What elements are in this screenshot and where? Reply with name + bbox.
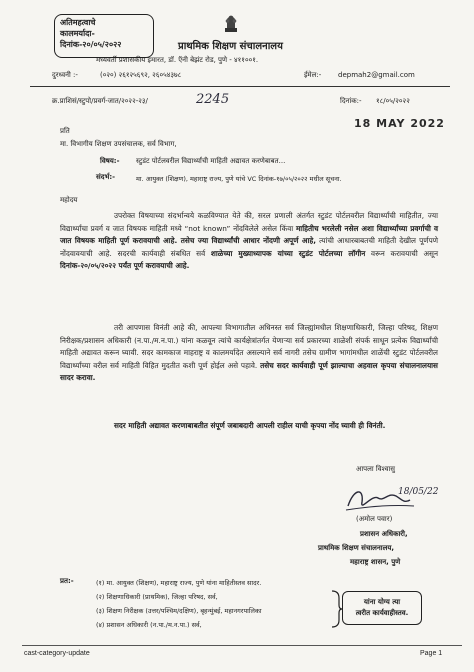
reference-label: संदर्भ:- bbox=[96, 173, 116, 181]
footer-file-name: cast-category-update bbox=[24, 650, 90, 657]
paragraph-2 bbox=[60, 322, 438, 385]
copy-item-4: (४) प्रशासन अधिकारी (न.पा./म.न.पा.) सर्व, bbox=[96, 621, 202, 629]
action-note-line-2: त्वरीत कार्यवाहीस्तव. bbox=[355, 609, 409, 617]
paragraph-3: सदर माहिती अद्यावत करणाबाबतीत संपूर्ण जबाबदारी आपली राहील याची कृपया नोंद घ्यावी ही विनंती. bbox=[114, 421, 386, 430]
urgent-line-2: कालमर्यादा- bbox=[60, 29, 95, 38]
urgent-line-3: दिनांक-२०/०५/२०२२ bbox=[60, 40, 122, 49]
footer-divider bbox=[22, 645, 462, 646]
signature-date: 18/05/22 bbox=[398, 487, 439, 497]
urgent-deadline-box bbox=[54, 14, 154, 58]
para1-part-g: दिनांक-२०/०५/२०२२ पर्यंत पूर्ण करावयाची आहे. bbox=[60, 261, 190, 270]
signatory-designation-2: प्राथमिक शिक्षण संचालनालय, bbox=[318, 544, 395, 552]
para1-part-e: शाळेच्या मुख्याध्यापक यांच्या स्टुडंट पोर्टलच्या लॉगीन bbox=[210, 248, 366, 258]
action-note-line-1: यांना योग्य त्या bbox=[363, 598, 401, 606]
salutation: महोदय bbox=[60, 196, 78, 204]
date-value: १८/०५/२०२२ bbox=[376, 97, 410, 105]
addressee: मा. विभागीय शिक्षण उपसंचालक, सर्व विभाग, bbox=[60, 140, 177, 148]
reference-text: मा. आयुक्त (शिक्षण), महाराष्ट्र राज्य, पुणे यांचे VC दिनांक-१७/०५/२०२२ मधील सूचना. bbox=[136, 175, 342, 183]
letter-number: क्र.प्राशिसं/स्टुपो/प्रवर्ग-जात/२०२२-२३/ bbox=[52, 97, 148, 105]
office-address: मध्यवर्ती प्रशासकीय इमारत, डॉ. ऍनी बेझंट रोड, पुणे - ४११००१. bbox=[96, 56, 259, 64]
footer-page-number: Page 1 bbox=[420, 650, 443, 657]
header-divider bbox=[30, 86, 450, 87]
signatory-designation-1: प्रशासन अधिकारी, bbox=[360, 530, 408, 538]
government-emblem-icon bbox=[222, 12, 240, 34]
copy-item-3: (३) शिक्षण निरीक्षक (उत्तर/पश्चिम/दक्षिण), बृहन्मुंबई, महानगरपालिका bbox=[96, 607, 262, 615]
para2-part-b: तसेच सदर कार्यवाही पूर्ण झाल्याचा अहवाल कृपया संचालनालयास सादर करावा. bbox=[60, 360, 438, 382]
copy-item-2: (२) शिक्षणाधिकारी (प्राथमिक), जिल्हा परिषद, सर्व, bbox=[96, 593, 218, 601]
email-address[interactable]: depmah2@gmail.com bbox=[338, 71, 415, 79]
para2-part-a: तरी आपणास विनंती आहे की, आपल्या विभागातील अधिनस्त सर्व जिल्ह्यांमधील शिक्षणाधिकारी, जिल्हा परिषद, शिक्षण निरीक्षक/प्रशासन अधिकारी (न.पा./म.न.पा.) यांना कळवून त्यांचे कार्यक्षेत्रांतर्गत येणाऱ्या सर्व प्रकारच्या शाळेशी संपर्क साधून प्रत्येक विद्यार्थ्यांची माहिती अद्यावत करून घ्यावी. सदर कामकाज माहराष्ट्र व कालमर्यादेत असल्याने सर्व नागरी तसेच ग्रामीण भागांमधील शाळेंची स्टुडंट पोर्टलवरील विद्यार्थ्यांच्या वरील सर्व माहिती विहित मुदतीत कशी पूर्ण होईल असे पहावे. bbox=[60, 323, 438, 370]
signatory-designation-3: महाराष्ट्र शासन, पुणे bbox=[350, 558, 401, 566]
subject-label: विषय:- bbox=[100, 157, 120, 165]
para1-part-c: तसेच ज्या विद्यार्थ्यांची आधार नोंदणी अपूर्ण आहे, bbox=[177, 236, 316, 245]
signatory-name: (अमोल पवार) bbox=[356, 515, 393, 523]
letter-number-handwritten: 2245 bbox=[196, 92, 230, 107]
copy-label: प्रत:- bbox=[60, 577, 74, 585]
subject-text: स्टुडंट पोर्टलवरील विद्यार्थ्यांची माहिती अद्यावत करणेबाबत... bbox=[136, 157, 286, 165]
para1-part-f: वरून करावयाची असून bbox=[365, 248, 439, 258]
date-label: दिनांक:- bbox=[340, 97, 362, 105]
action-note-box bbox=[342, 591, 422, 625]
received-date-stamp: 18 MAY 2022 bbox=[354, 117, 445, 130]
para1-part-d: त्यांची आधारबाबतची माहिती देखील पूर्णपणे नोंदवावयाची आहे. सदरची कार्यवाही संबधित सर्व bbox=[60, 236, 439, 258]
para1-part-a: उपरोक्त विषयाच्या संदर्भान्वये कळविण्यात येते की, सरल प्रणाली अंतर्गत स्टुडंट पोर्टलवरील विद्यार्थ्यांची माहितीत, ज्या विद्यार्थ्यांचा प्रवर्ग व जात विषयक माहिती मध्ये “not known” नोंदविलेले असेल किंवा bbox=[60, 211, 438, 233]
phone-number: (०२०) २६१२५६९२, २६०५४३७८ bbox=[100, 71, 182, 79]
paragraph-1 bbox=[60, 210, 438, 273]
email-label: ईमेल:- bbox=[304, 71, 322, 79]
copy-item-1: (१) मा. आयुक्त (शिक्षण), महाराष्ट्र राज्य, पुणे यांना माहितीस्तव सादर. bbox=[96, 579, 262, 587]
urgent-line-1: अतिमहत्वाचे bbox=[60, 18, 96, 27]
phone-label: दुरध्वनी :- bbox=[52, 71, 78, 79]
para1-part-b: माहितीच भरलेली नसेल अशा विद्यार्थ्यांच्या प्रवर्गाची व जात विषयक माहिती पूर्ण करावयाची आहे. bbox=[60, 223, 438, 245]
prati-label: प्रति bbox=[60, 127, 70, 135]
office-name: प्राथमिक शिक्षण संचालनालय bbox=[178, 41, 283, 52]
closing: आपला विश्वासु bbox=[356, 465, 396, 473]
brace-icon bbox=[330, 590, 342, 628]
